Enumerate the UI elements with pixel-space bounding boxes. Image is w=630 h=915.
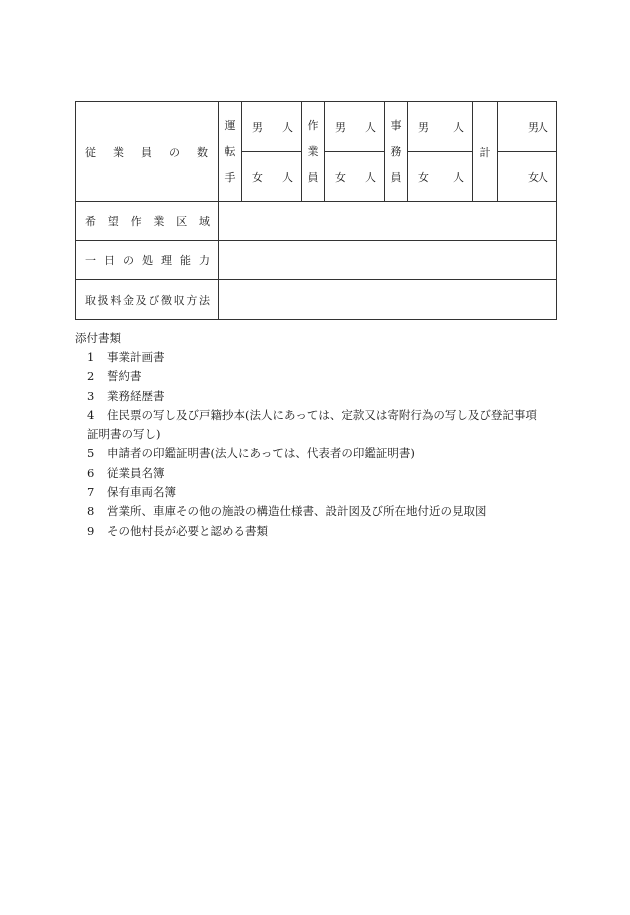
female-label: 女: [335, 170, 346, 184]
item-text: 住民票の写し及び戸籍抄本(法人にあっては、定款又は寄附行為の写し及び登記事項: [107, 407, 537, 422]
category-drivers-char-3: 手: [224, 170, 236, 184]
daily-capacity-label: 一日の処理能力: [76, 241, 219, 280]
unit-label: 人: [282, 120, 293, 134]
workers-male-cell[interactable]: [325, 102, 385, 152]
list-item: [87, 483, 567, 502]
unit-label: 人: [282, 170, 293, 184]
category-drivers-char-1: 運: [224, 118, 236, 132]
drivers-male-cell[interactable]: [242, 102, 302, 152]
female-label: 女: [528, 170, 539, 184]
total-male-cell[interactable]: [498, 102, 557, 152]
unit-label: 人: [365, 170, 376, 184]
category-drivers: [219, 102, 242, 202]
item-text: 保有車両名簿: [107, 485, 176, 500]
list-item: [87, 348, 567, 367]
work-area-field[interactable]: [219, 202, 557, 241]
category-clerks: [385, 102, 408, 202]
list-item: [87, 367, 567, 386]
male-label: 男: [252, 120, 263, 134]
list-item: [87, 406, 567, 425]
male-label: 男: [528, 120, 539, 134]
item-number: 4: [87, 407, 95, 422]
unit-label: 人: [365, 120, 376, 134]
category-workers-char-3: 員: [307, 170, 319, 184]
item-number: 6: [87, 465, 95, 480]
category-clerks-char-1: 事: [390, 118, 402, 132]
workers-female-cell[interactable]: [325, 152, 385, 202]
attachments-title: 添付書類: [75, 331, 121, 345]
clerks-female-cell[interactable]: [408, 152, 473, 202]
item-number: 8: [87, 504, 95, 519]
category-workers: [302, 102, 325, 202]
item-number: 9: [87, 523, 95, 538]
item-number: 3: [87, 388, 95, 403]
total-label: 計: [473, 102, 498, 202]
female-label: 女: [252, 170, 263, 184]
list-item: [87, 502, 567, 521]
list-item: [87, 464, 567, 483]
unit-label: 人: [453, 170, 464, 184]
item-number: 2: [87, 369, 95, 384]
work-area-label: 希望作業区域: [76, 202, 219, 241]
item-text: 業務経歴書: [107, 388, 165, 403]
item-text-continuation: 証明書の写し): [87, 427, 161, 442]
employees-label: 従業員の数: [76, 102, 219, 202]
attachments-list: [87, 348, 567, 541]
daily-capacity-field[interactable]: [219, 241, 557, 280]
category-workers-char-2: 業: [307, 144, 319, 158]
item-number: 1: [87, 350, 95, 364]
item-text: 申請者の印鑑証明書(法人にあっては、代表者の印鑑証明書): [107, 446, 415, 461]
item-text: 従業員名簿: [107, 465, 165, 480]
male-label: 男: [418, 120, 429, 134]
list-item-continuation: [87, 425, 567, 444]
unit-label: 人: [537, 170, 548, 184]
male-label: 男: [335, 120, 346, 134]
item-text: 誓約書: [107, 369, 142, 384]
item-number: 5: [87, 446, 95, 461]
list-item: [87, 444, 567, 463]
list-item: [87, 522, 567, 541]
list-item: [87, 387, 567, 406]
application-form-table: [75, 101, 557, 320]
item-text: 営業所、車庫その他の施設の構造仕様書、設計図及び所在地付近の見取図: [107, 504, 487, 519]
fee-method-label: 取扱料金及び徴収方法: [76, 280, 219, 320]
item-text: その他村長が必要と認める書類: [107, 523, 268, 538]
unit-label: 人: [453, 120, 464, 134]
category-drivers-char-2: 転: [224, 144, 236, 158]
item-text: 事業計画書: [107, 350, 165, 364]
category-clerks-char-2: 務: [390, 144, 402, 158]
category-workers-char-1: 作: [307, 118, 319, 132]
category-clerks-char-3: 員: [390, 170, 402, 184]
clerks-male-cell[interactable]: [408, 102, 473, 152]
item-number: 7: [87, 485, 95, 500]
female-label: 女: [418, 170, 429, 184]
total-female-cell[interactable]: [498, 152, 557, 202]
drivers-female-cell[interactable]: [242, 152, 302, 202]
unit-label: 人: [537, 120, 548, 134]
fee-method-field[interactable]: [219, 280, 557, 320]
